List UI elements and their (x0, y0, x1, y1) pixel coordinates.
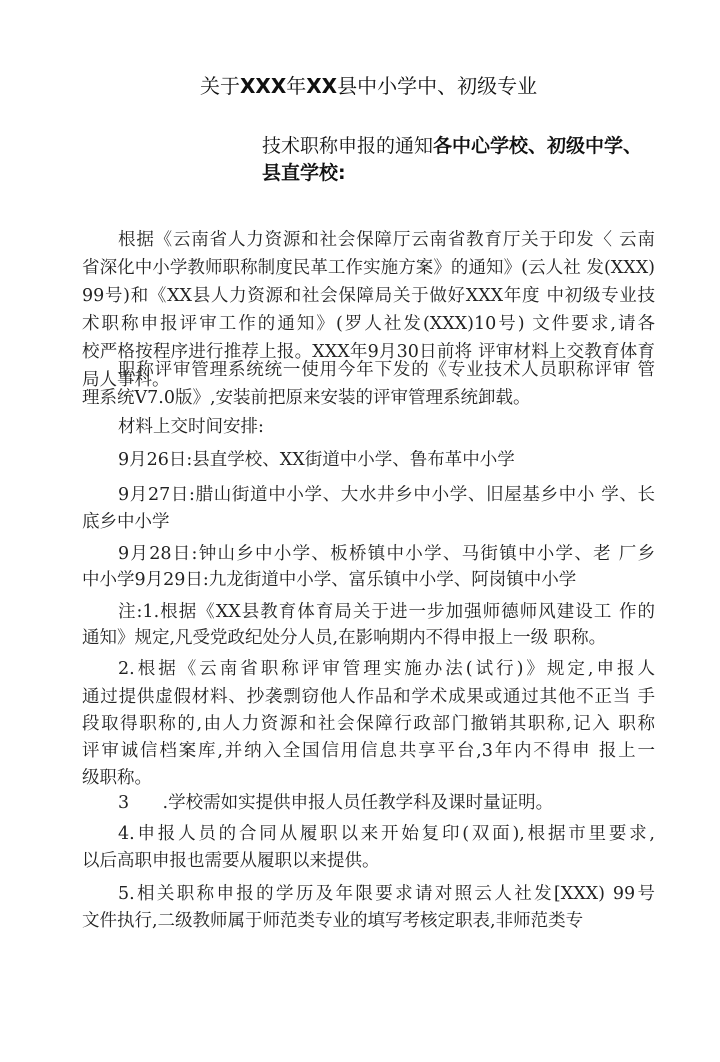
body-line: 术职称申报评审工作的通知》(罗人社发(XXX)10号) 文件要求,请各 (82, 314, 655, 334)
addressee: 县直学校: (262, 162, 346, 184)
body-line: 以后高职申报也需要从履职以来提供。 (82, 851, 380, 871)
body-line: 9月28日:钟山乡中小学、板桥镇中小学、马街镇中小学、老 厂乡 (118, 544, 655, 564)
body-line: 省深化中小学教师职称制度民革工作实施方案》的通知》(云人社 发(XXX) (82, 258, 655, 278)
body-line: 注:1.根据《XX县教育体育局关于进一步加强师德师风建设工 作的 (118, 602, 655, 622)
body-line: 底乡中小学 (82, 512, 170, 532)
body-line: 9月27日:腊山街道中小学、大水井乡中小学、旧屋基乡中小 学、长 (118, 485, 655, 505)
body-line: 材料上交时间安排: (118, 417, 264, 437)
body-line: 通知》规定,凡受党政纪处分人员,在影响期内不得申报上一级 职称。 (82, 628, 607, 648)
body-line: 3 .学校需如实提供申报人员任教学科及课时量证明。 (118, 793, 554, 813)
subtitle-line (262, 132, 642, 160)
body-line: 4.申报人员的合同从履职以来开始复印(双面),根据市里要求, (118, 824, 655, 844)
title-part: XX (306, 74, 338, 98)
title-part: 年 (286, 74, 307, 98)
subtitle-line (262, 159, 346, 187)
body-line: 99号)和《XX县人力资源和社会保障局关于做好XXX年度 中初级专业技 (82, 286, 655, 306)
body-line: 级职称。 (82, 768, 152, 788)
addressee: 各中心学校、初级中学、 (433, 135, 643, 157)
body-line: 根据《云南省人力资源和社会保障厅云南省教育厅关于印发〈 云南 (118, 230, 655, 250)
body-line: 2.根据《云南省职称评审管理实施办法(试行)》规定,申报人 (118, 659, 655, 679)
title-part: 关于 (200, 74, 240, 98)
body-line: 理系统V7.0版》,安装前把原来安装的评审管理系统卸载。 (82, 388, 531, 408)
body-line: 局人事科。 (82, 370, 170, 390)
document-title (200, 72, 537, 100)
subtitle-text: 技术职称申报的通知 (262, 135, 434, 157)
body-line: 中小学9月29日:九龙街道中小学、富乐镇中小学、阿岗镇中小学 (82, 570, 577, 590)
body-line: 段取得职称的,由人力资源和社会保障行政部门撤销其职称,记入 职称 (82, 714, 655, 734)
title-part: 县中小学中、初级专业 (337, 74, 538, 98)
body-line: 5.相关职称申报的学历及年限要求请对照云人社发[XXX) 99号 (118, 884, 655, 904)
body-line: 职称评审管理系统统一使用今年下发的《专业技术人员职称评审 管 (118, 360, 655, 380)
body-line: 评审诚信档案库,并纳入全国信用信息共享平台,3年内不得申 报上一 (82, 741, 655, 761)
body-line: 文件执行,二级教师属于师范类专业的填写考核定职表,非师范类专 (82, 911, 584, 931)
body-line: 校严格按程序进行推荐上报。XXX年9月30日前将 评审材料上交教育体育 (82, 342, 655, 362)
body-line: 通过提供虚假材料、抄袭剽窃他人作品和学术成果或通过其他不正当 手 (82, 687, 655, 707)
body-line: 9月26日:县直学校、XX街道中小学、鲁布革中小学 (118, 450, 515, 470)
title-part: XXX (240, 74, 287, 98)
